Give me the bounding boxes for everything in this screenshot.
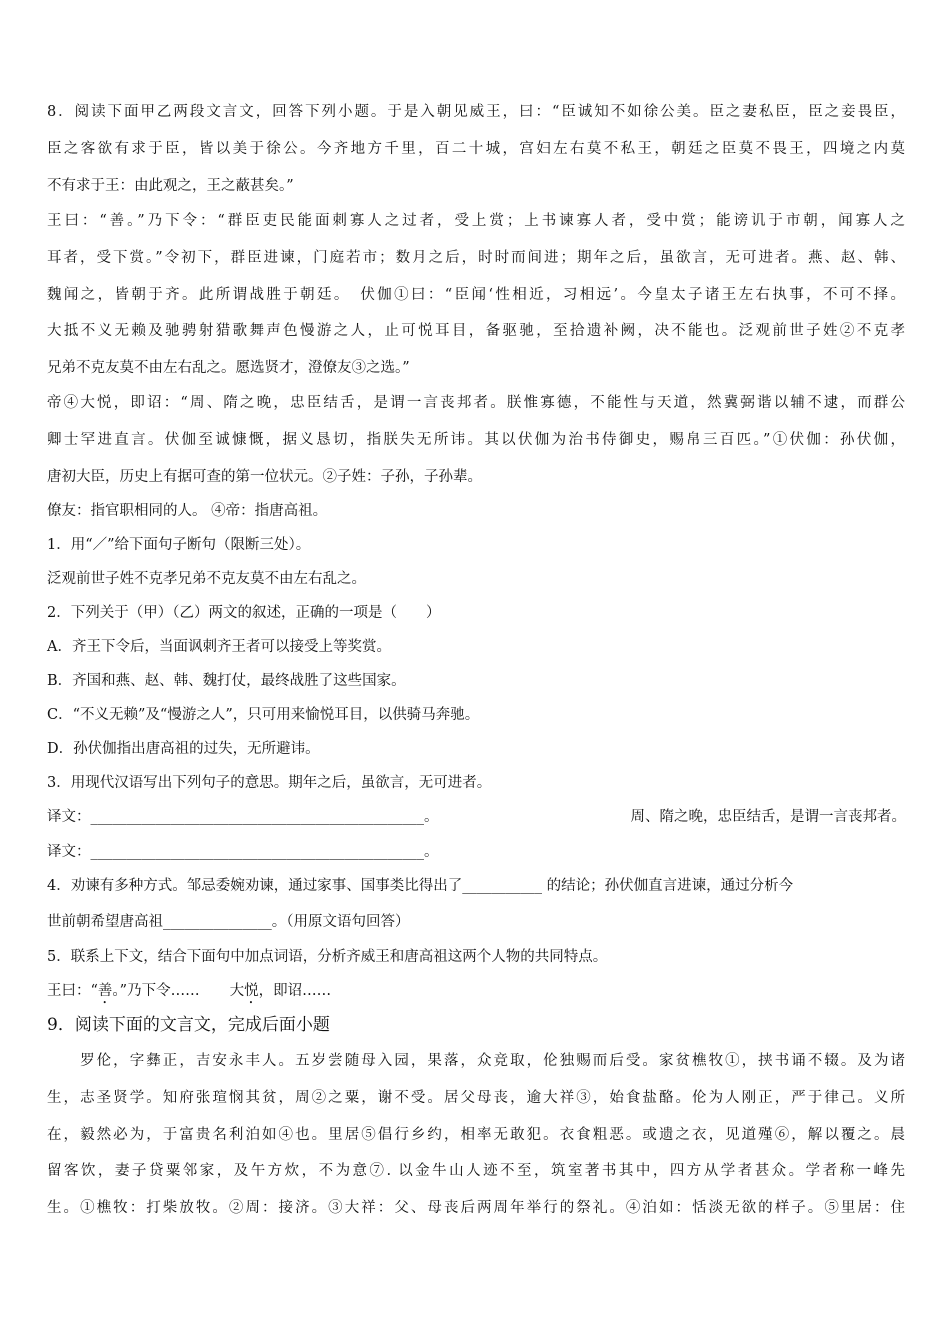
q8-note-line: 僚友：指官职相同的人。 ④帝：指唐高祖。 [47,503,328,519]
q8-subquestion-4 [47,876,793,896]
q4-blank-1[interactable]: ___________ [462,878,542,894]
translation-end: 。 [424,809,439,825]
q8-note-line: 唐初大臣，历史上有据可查的第一位状元。②子姓：子孙，子孙辈。 [47,469,482,485]
q8-passage-line: 帝④大悦，即诏：“周、隋之晚，忠臣结舌，是谓一言丧邦者。朕惟寡德，不能性与天道，然冀弼谐以辅不逮，而群公 [47,395,905,411]
q8-subquestion-5-quotes [47,981,331,1007]
translation-blank-1[interactable]: ______________________________________________ [90,809,424,825]
translation-end: 。 [424,844,439,860]
q8-passage-line: 王曰：“善。”乃下令：“群臣吏民能面刺寡人之过者，受上赏；上书谏寡人者，受中赏；能谤讥于市朝，闻寡人之 [47,213,905,229]
q9-passage-line: 生，志圣贤学。知府张瑄悯其贫，周②之粟，谢不受。居父母丧，逾大祥③，始食盐酪。伦为人刚正，严于律己。义所 [47,1090,905,1106]
q8-option-c: C．“不义无赖”及“慢游之人”，只可用来愉悦耳目，以供骑马奔驰。 [47,707,480,723]
q8-passage-line: 8．阅读下面甲乙两段文言文，回答下列小题。于是入朝见威王，曰：“臣诚知不如徐公美。臣之妻私臣，臣之妾畏臣， [47,104,905,120]
q8-translation-2 [47,842,439,862]
q8-option-d: D．孙伏伽指出唐高祖的过失，无所避讳。 [47,741,320,757]
translation-label: 译文： [47,809,91,825]
quote-text: 王曰：“ [47,983,98,999]
q4-text: 。（用原文语句回答） [271,914,410,930]
translation-blank-2[interactable]: ______________________________________________ [90,844,424,860]
q4-blank-2[interactable]: _______________ [163,914,272,930]
q9-title: 9．阅读下面的文言文，完成后面小题 [47,1015,330,1035]
q4-text: 世前朝希望唐高祖 [47,914,163,930]
quote-text: 。”乃下令…… [112,983,200,999]
dotted-word: 善 [97,983,113,999]
q8-subquestion-5: 5．联系上下文，结合下面句中加点词语，分析齐威王和唐高祖这两个人物的共同特点。 [47,949,608,965]
quote-text: 大 [229,983,245,999]
q4-text: 4．劝谏有多种方式。邹忌委婉劝谏，通过家事、国事类比得出了 [47,878,463,894]
q9-passage-line: 生。①樵牧：打柴放牧。②周：接济。③大祥：父、母丧后两周年举行的祭礼。④泊如：恬淡无欲的样子。⑤里居：住 [47,1200,905,1216]
q8-subquestion-3-sentence-2: 周、隋之晚，忠臣结舌，是谓一言丧邦者。 [630,809,906,825]
q8-subquestion-1: 1．用“／”给下面句子断句（限断三处）。 [47,537,311,553]
q8-passage-line: 卿士罕进直言。伏伽至诚慷慨，据义恳切，指朕失无所讳。其以伏伽为治书侍御史，赐帛三百匹。”①伏伽：孙伏伽， [47,432,905,448]
q8-option-a: A．齐王下令后，当面讽刺齐王者可以接受上等奖赏。 [47,639,391,655]
q8-option-b: B．齐国和燕、赵、韩、魏打仗，最终战胜了这些国家。 [47,673,406,689]
translation-label: 译文： [47,844,91,860]
q8-subquestion-1-sentence: 泛观前世子姓不克孝兄弟不克友莫不由左右乱之。 [47,571,366,587]
q8-subquestion-4-cont [47,912,410,932]
q8-passage-line: 大抵不义无赖及驰骋射猎歌舞声色慢游之人，止可悦耳目，备驱驰，至拾遗补阙，决不能也。泛观前世子姓②不克孝 [47,323,905,339]
q8-passage-line: 魏闻之，皆朝于齐。此所谓战胜于朝廷。 伏伽①曰：“臣闻‘性相近，习相远’。今皇太子诸王左右执事，不可不择。 [47,287,905,303]
q8-passage-line: 臣之客欲有求于臣，皆以美于徐公。今齐地方千里，百二十城，宫妇左右莫不私王，朝廷之臣莫不畏王，四境之内莫 [47,141,905,157]
dotted-word: 悦 [244,983,259,999]
q8-passage-line: 兄弟不克友莫不由左右乱之。愿选贤才，澄僚友③之选。” [47,360,410,376]
q8-passage-line: 不有求于王：由此观之，王之蔽甚矣。” [47,178,294,194]
q8-subquestion-3: 3．用现代汉语写出下列句子的意思。期年之后，虽欲言，无可进者。 [47,775,492,791]
q4-text: 的结论；孙伏伽直言进谏，通过分析今 [541,878,794,894]
q8-translation-1 [47,807,439,827]
quote-text: ，即诏…… [258,983,332,999]
q9-passage-line: 在，毅然必为，于富贵名利泊如④也。里居⑤倡行乡约，相率无敢犯。衣食粗恶。或遗之衣，见道殣⑥，解以覆之。晨 [47,1127,905,1143]
q9-passage-line: 留客饮，妻子贷粟邻家，及午方炊，不为意⑦. 以金牛山人迹不至，筑室著书其中，四方从学者甚众。学者称一峰先 [47,1163,905,1179]
q9-passage-line: 罗伦，字彝正，吉安永丰人。五岁尝随母入园，果落，众竞取，伦独赐而后受。家贫樵牧①，挟书诵不辍。及为诸 [47,1053,905,1069]
q8-subquestion-2: 2．下列关于（甲）（乙）两文的叙述，正确的一项是（ ） [47,605,441,621]
q8-passage-line: 耳者，受下赏。”令初下，群臣进谏，门庭若市；数月之后，时时而间进；期年之后，虽欲言，无可进者。燕、赵、韩、 [47,250,905,266]
